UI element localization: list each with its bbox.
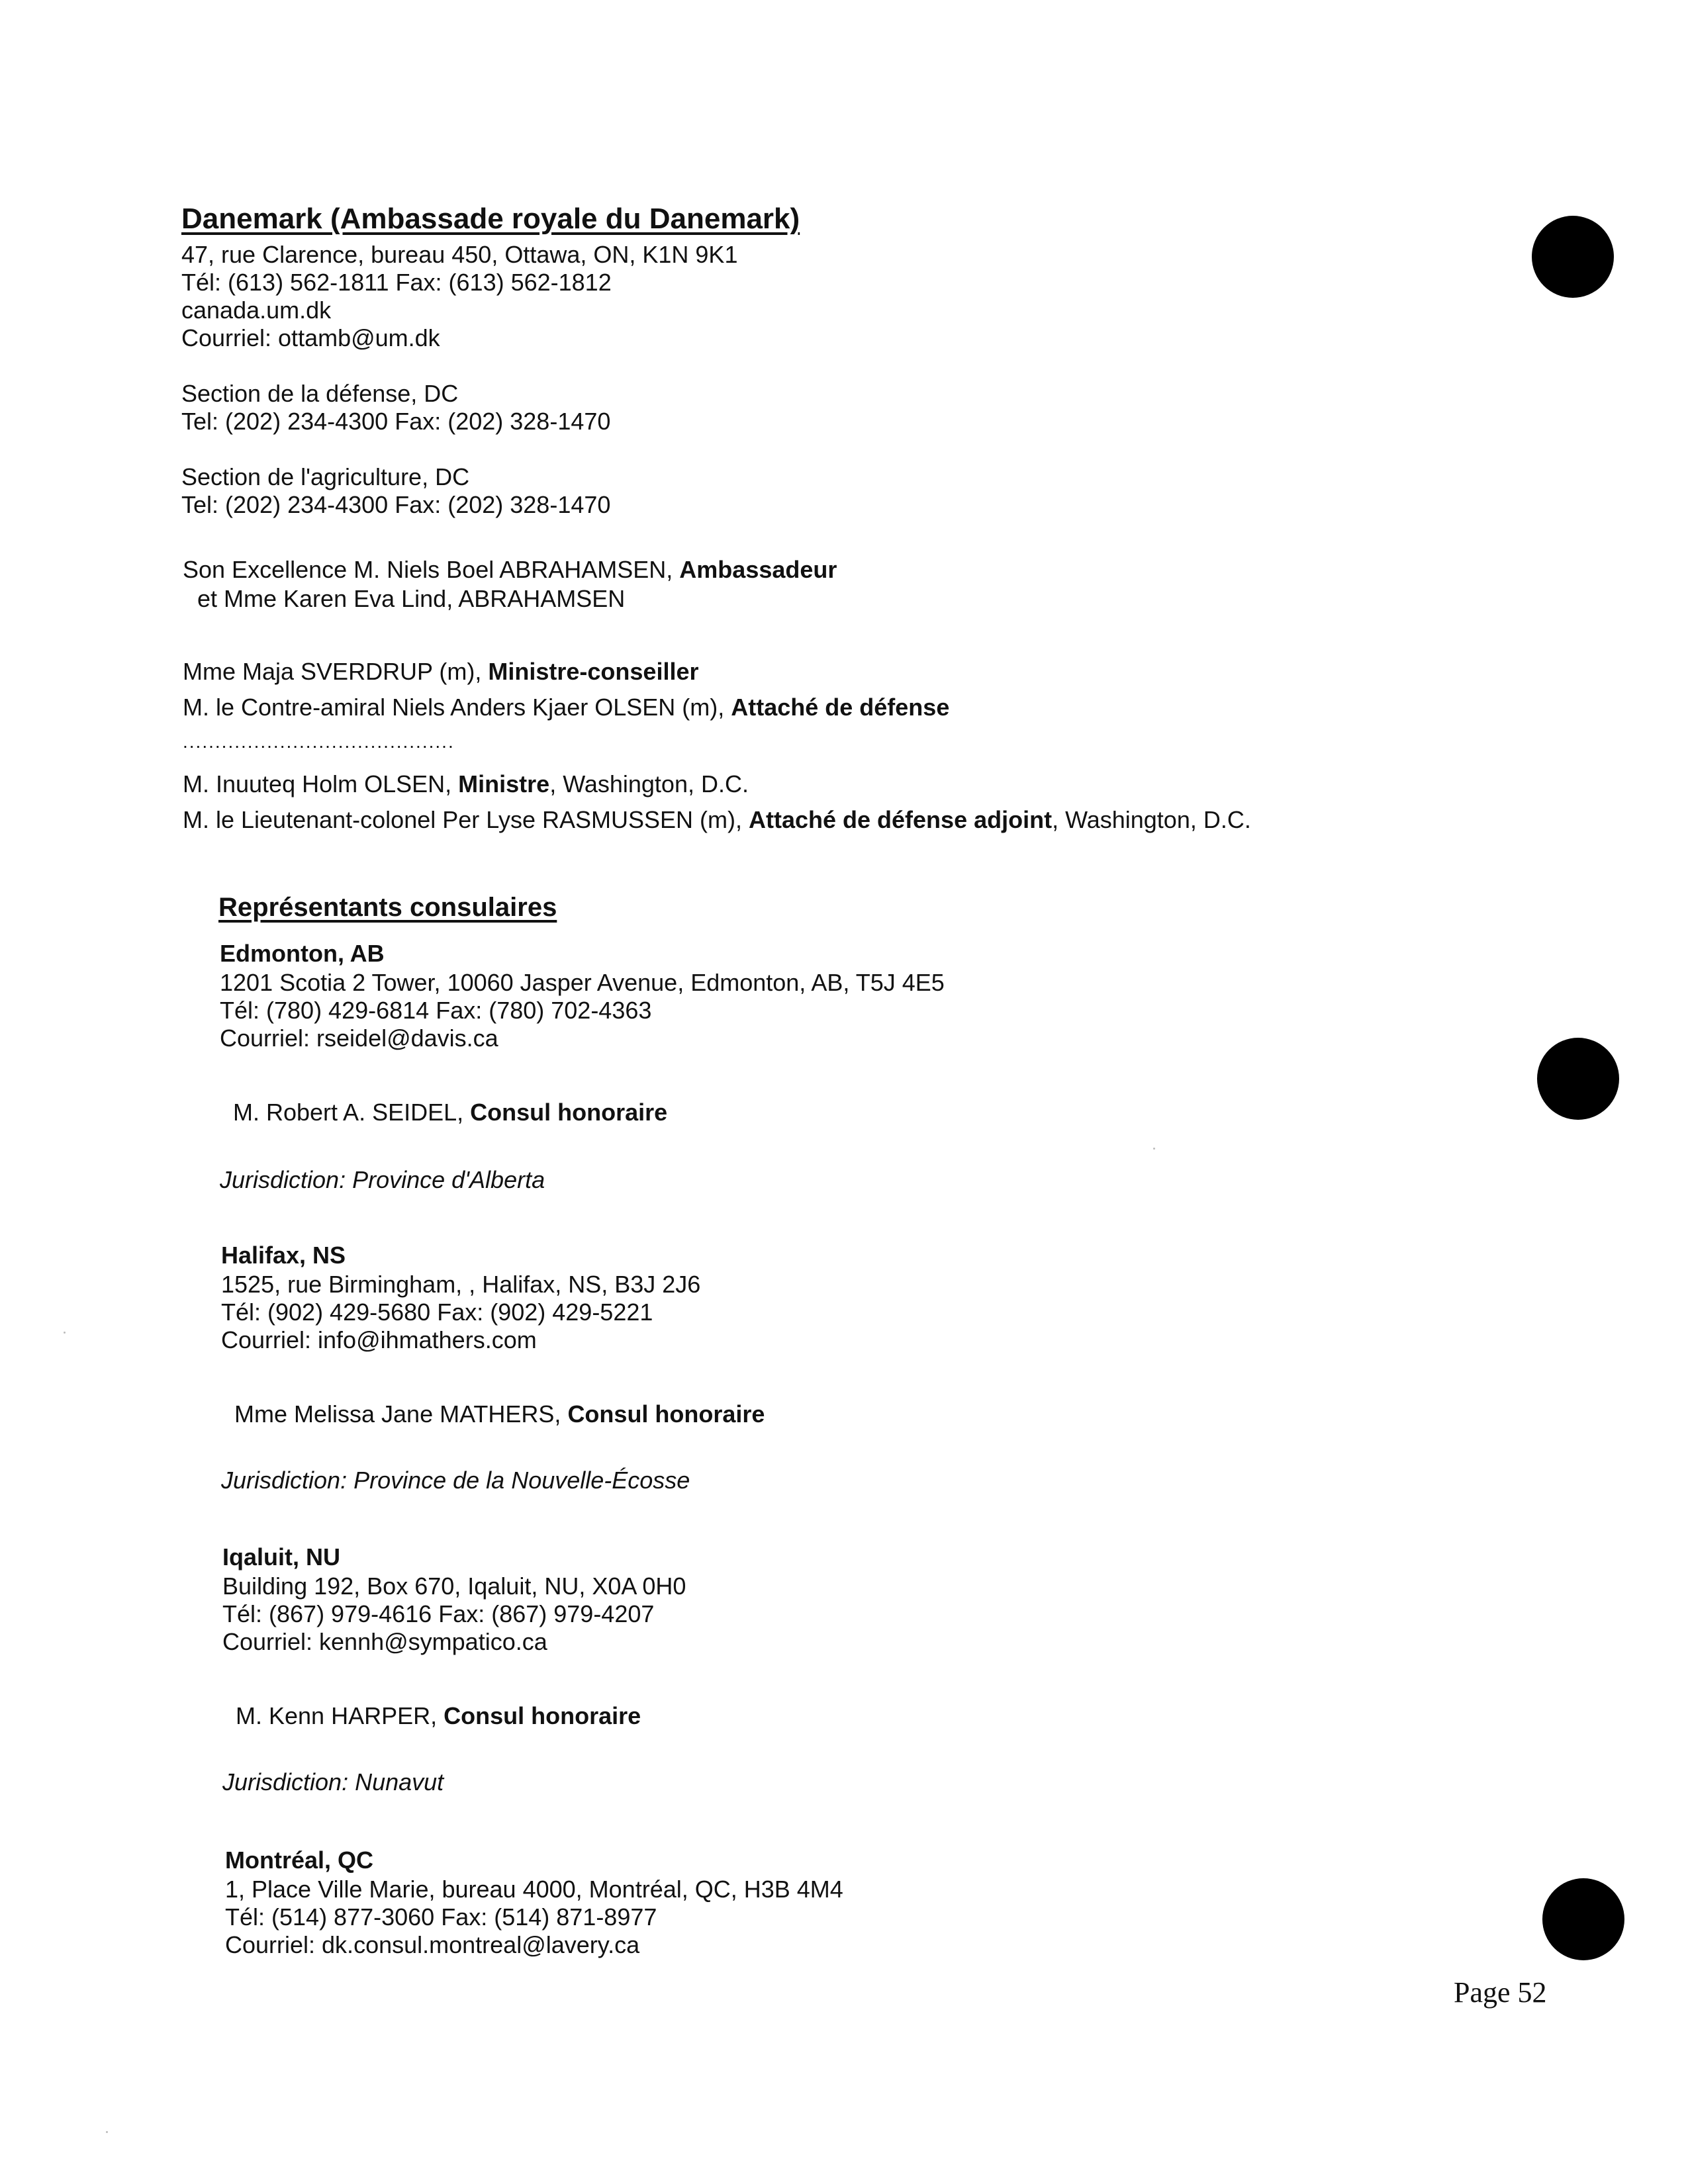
staff-name: M. Inuuteq Holm OLSEN, — [183, 770, 459, 797]
staff-role: Ministre — [458, 770, 550, 797]
staff-line-1 — [183, 658, 698, 686]
consulate-jurisdiction: Jurisdiction: Province de la Nouvelle-Écosse — [221, 1467, 690, 1494]
consulate-address: 1201 Scotia 2 Tower, 10060 Jasper Avenue, Edmonton, AB, T5J 4E5 — [220, 969, 945, 996]
consulate-email: Courriel: dk.consul.montreal@lavery.ca — [225, 1931, 640, 1958]
consulate-jurisdiction: Jurisdiction: Nunavut — [222, 1768, 444, 1796]
scan-speck — [64, 1332, 66, 1334]
scan-speck — [106, 2131, 108, 2133]
consul-name: M. Kenn HARPER, — [236, 1702, 444, 1729]
consulate-phone: Tél: (514) 877-3060 Fax: (514) 871-8977 — [225, 1903, 657, 1931]
ambassador-name: Son Excellence M. Niels Boel ABRAHAMSEN, — [183, 556, 680, 583]
punch-hole-middle — [1537, 1038, 1619, 1120]
scan-speck — [1153, 1148, 1155, 1150]
consul-role: Consul honoraire — [444, 1702, 641, 1729]
punch-hole-top — [1532, 216, 1614, 298]
staff-location: , Washington, D.C. — [1052, 806, 1251, 833]
consulate-address: 1, Place Ville Marie, bureau 4000, Montréal, QC, H3B 4M4 — [225, 1876, 843, 1903]
consul-line — [233, 1099, 667, 1126]
consul-name: M. Robert A. SEIDEL, — [233, 1099, 471, 1126]
embassy-email: Courriel: ottamb@um.dk — [181, 324, 440, 351]
consulate-city: Iqaluit, NU — [222, 1543, 340, 1570]
consulate-city: Montréal, QC — [225, 1846, 374, 1874]
washington-line-1 — [183, 770, 749, 798]
consul-line — [236, 1702, 641, 1730]
ambassador-role: Ambassadeur — [679, 556, 837, 583]
ambassador-spouse: et Mme Karen Eva Lind, ABRAHAMSEN — [197, 585, 626, 612]
embassy-website: canada.um.dk — [181, 296, 332, 324]
punch-hole-bottom — [1542, 1878, 1624, 1960]
staff-line-2 — [183, 694, 949, 721]
staff-name: M. le Contre-amiral Niels Anders Kjaer OLSEN (m), — [183, 694, 731, 721]
consul-role: Consul honoraire — [567, 1400, 765, 1428]
consul-name: Mme Melissa Jane MATHERS, — [234, 1400, 568, 1428]
consulate-address: 1525, rue Birmingham, , Halifax, NS, B3J 2J6 — [221, 1271, 701, 1298]
embassy-address: 47, rue Clarence, bureau 450, Ottawa, ON, K1N 9K1 — [181, 241, 738, 268]
consul-line — [234, 1400, 765, 1428]
section-agriculture-name: Section de l'agriculture, DC — [181, 463, 470, 490]
consulate-phone: Tél: (867) 979-4616 Fax: (867) 979-4207 — [222, 1600, 655, 1627]
consulate-phone: Tél: (902) 429-5680 Fax: (902) 429-5221 — [221, 1298, 653, 1326]
staff-role: Attaché de défense adjoint — [748, 806, 1053, 833]
staff-role: Attaché de défense — [731, 694, 950, 721]
embassy-phone: Tél: (613) 562-1811 Fax: (613) 562-1812 — [181, 269, 612, 296]
consular-heading: Représentants consulaires — [218, 893, 557, 922]
consulate-phone: Tél: (780) 429-6814 Fax: (780) 702-4363 — [220, 997, 652, 1024]
consulate-city: Edmonton, AB — [220, 940, 385, 967]
washington-line-2 — [183, 806, 1251, 834]
staff-name: Mme Maja SVERDRUP (m), — [183, 658, 489, 685]
section-defense-phone: Tel: (202) 234-4300 Fax: (202) 328-1470 — [181, 408, 611, 435]
page-number: Page 52 — [1454, 1976, 1547, 2009]
section-agriculture-phone: Tel: (202) 234-4300 Fax: (202) 328-1470 — [181, 491, 611, 518]
consulate-jurisdiction: Jurisdiction: Province d'Alberta — [220, 1166, 545, 1193]
embassy-title: Danemark (Ambassade royale du Danemark) — [181, 203, 800, 235]
consul-role: Consul honoraire — [470, 1099, 668, 1126]
consulate-address: Building 192, Box 670, Iqaluit, NU, X0A 0H0 — [222, 1572, 686, 1600]
ambassador-line — [183, 556, 837, 584]
staff-name: M. le Lieutenant-colonel Per Lyse RASMUSSEN (m), — [183, 806, 749, 833]
consulate-email: Courriel: info@ihmathers.com — [221, 1326, 537, 1353]
staff-role: Ministre-conseiller — [488, 658, 699, 685]
consulate-email: Courriel: kennh@sympatico.ca — [222, 1628, 547, 1655]
dotted-separator: .......................................... — [183, 731, 455, 752]
consulate-email: Courriel: rseidel@davis.ca — [220, 1024, 498, 1052]
staff-location: , Washington, D.C. — [549, 770, 749, 797]
section-defense-name: Section de la défense, DC — [181, 380, 459, 407]
consulate-city: Halifax, NS — [221, 1242, 346, 1269]
